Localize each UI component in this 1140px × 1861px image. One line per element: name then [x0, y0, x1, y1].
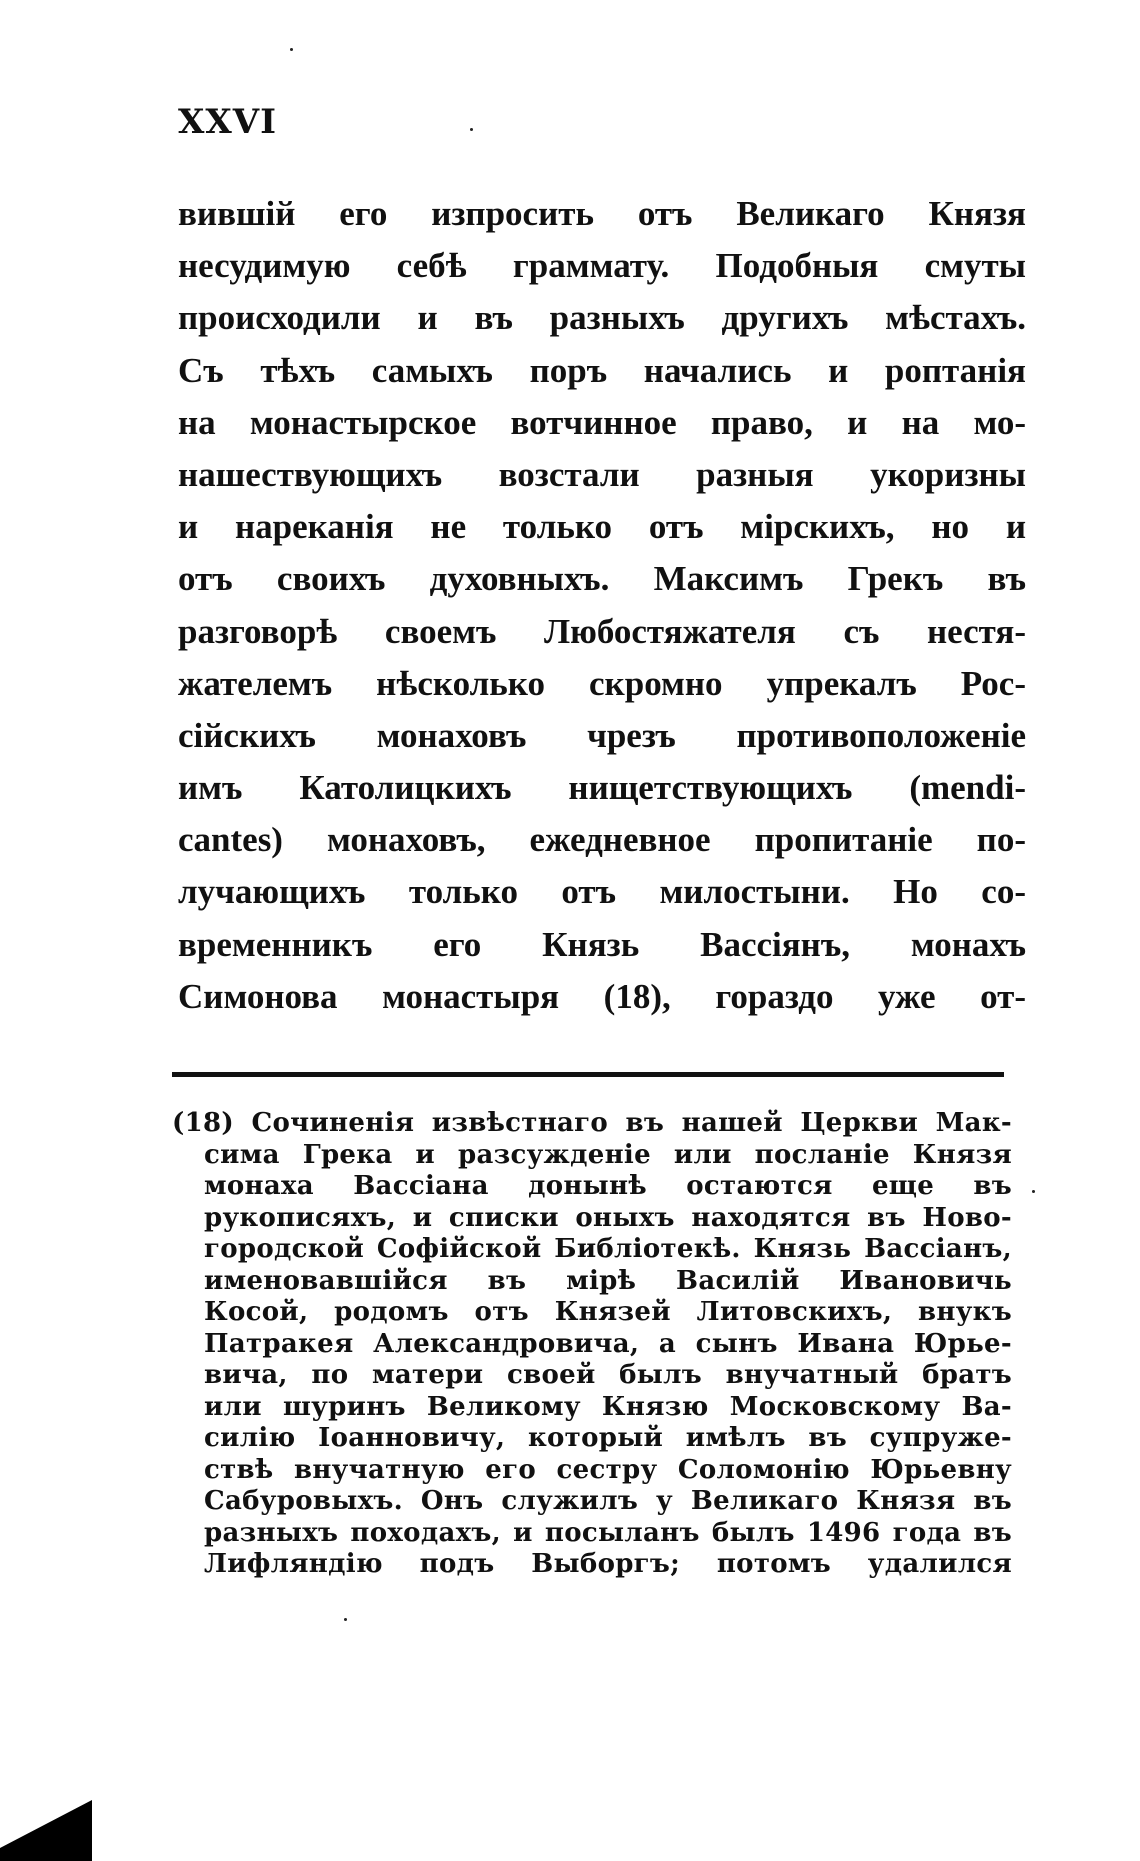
- text-line: Симонова монастыря (18), гораздо уже от-: [178, 976, 1026, 1016]
- scan-speck: [470, 128, 473, 131]
- text-line: несудимую себѣ граммату. Подобныя смуты: [178, 246, 1026, 286]
- text-line: на монастырское вотчинное право, и на мо-: [178, 402, 1026, 442]
- text-line: cantes) монаховъ, ежедневное пропитаніе по-: [178, 820, 1026, 860]
- footnote-line: именовавшійся въ мірѣ Василій Ивановичь: [204, 1265, 1012, 1296]
- footnote-line: Лифляндію подъ Выборгъ; потомъ удалился: [204, 1549, 1012, 1579]
- text-line: жателемъ нѣсколько скромно упрекалъ Рос-: [178, 663, 1026, 703]
- footnote-line: разныхъ походахъ, и посыланъ былъ 1496 года въ: [204, 1517, 1012, 1548]
- page-number: XXVI: [178, 102, 278, 142]
- footnote-line: или шуринъ Великому Князю Московскому Ва-: [204, 1391, 1012, 1422]
- footnote-line: городской Софійской Библіотекѣ. Князь Вассіанъ,: [204, 1234, 1012, 1264]
- footnote-line: силію Іоанновичу, который имѣлъ въ супруже-: [204, 1423, 1012, 1453]
- footnote-divider: [172, 1072, 1004, 1077]
- text-line: временникъ его Князь Вассіянъ, монахъ: [178, 924, 1026, 964]
- footnote-block: [172, 1108, 1012, 1581]
- scan-speck: [290, 48, 293, 51]
- text-line: отъ своихъ духовныхъ. Максимъ Грекъ въ: [178, 559, 1026, 599]
- scan-speck: [344, 1618, 347, 1621]
- text-line: нашествующихъ возстали разныя укоризны: [178, 454, 1026, 494]
- footnote-line: ствѣ внучатную его сестру Соломонію Юрьевну: [204, 1454, 1012, 1485]
- footnote-line: вича, по матери своей былъ внучатный братъ: [204, 1360, 1012, 1390]
- footnote-line: монаха Вассіана донынѣ остаются еще въ: [204, 1171, 1012, 1201]
- main-text-block: [178, 188, 1026, 1023]
- text-line: разговорѣ своемъ Любостяжателя съ нестя-: [178, 611, 1026, 651]
- text-line: сійскихъ монаховъ чрезъ противоположеніе: [178, 715, 1026, 755]
- footnote-line: Патракея Александровича, а сынъ Ивана Юрье-: [204, 1328, 1012, 1359]
- text-line: Съ тѣхъ самыхъ поръ начались и роптанія: [178, 350, 1026, 390]
- text-line: происходили и въ разныхъ другихъ мѣстахъ.: [178, 298, 1026, 338]
- footnote-line: сима Грека и разсужденіе или посланіе Князя: [204, 1139, 1012, 1170]
- text-line: вившій его изпросить отъ Великаго Князя: [178, 194, 1026, 233]
- text-line: лучающихъ только отъ милостыни. Но со-: [178, 872, 1026, 912]
- footnote-line: рукописяхъ, и списки оныхъ находятся въ Ново-: [204, 1202, 1012, 1233]
- text-line: и нареканія не только отъ мірскихъ, но и: [178, 507, 1026, 547]
- scan-edge-mark: [0, 1800, 92, 1848]
- scan-speck: [1032, 1190, 1035, 1193]
- footnote-line: Сабуровыхъ. Онъ служилъ у Великаго Князя въ: [204, 1486, 1012, 1516]
- footnote-line: Косой, родомъ отъ Князей Литовскихъ, внукъ: [204, 1297, 1012, 1327]
- text-line: имъ Католицкихъ нищетствующихъ (mendi-: [178, 768, 1026, 808]
- footnote-line: (18) Сочиненія извѣстнаго въ нашей Церкви Мак-: [172, 1108, 1012, 1138]
